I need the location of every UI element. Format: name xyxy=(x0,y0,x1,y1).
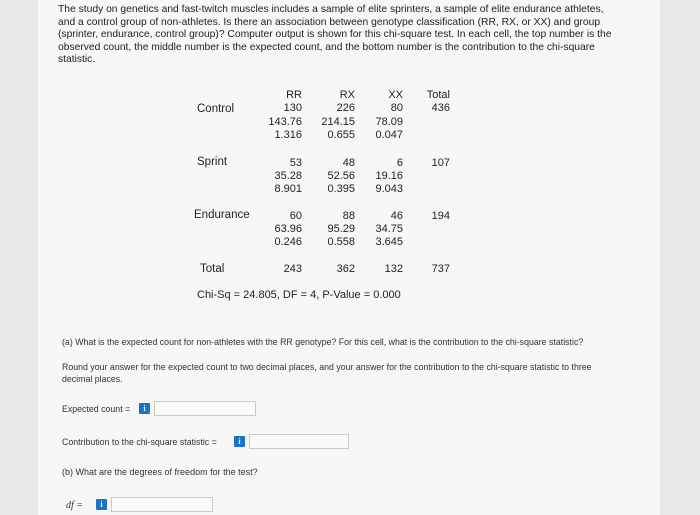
contribution-label: Contribution to the chi-square statistic = xyxy=(62,437,217,447)
control-total: 436 xyxy=(431,102,450,114)
expected-count-input[interactable] xyxy=(154,401,256,416)
sprint-rr-expected: 35.28 xyxy=(274,170,302,182)
endurance-xx-observed: 46 xyxy=(390,210,403,222)
row-label-total: Total xyxy=(200,263,225,275)
control-rr-observed: 130 xyxy=(283,102,302,114)
part-a-instruction: Round your answer for the expected count to two decimal places, and your answer for the contribution to the chi-square statistic to three decimal places. xyxy=(62,362,592,384)
header-total: Total xyxy=(426,89,450,101)
control-rx-expected: 214.15 xyxy=(321,116,355,128)
total-rx: 362 xyxy=(336,263,355,275)
expected-count-label: Expected count = xyxy=(62,404,131,414)
sprint-rx-contribution: 0.395 xyxy=(327,183,355,195)
df-label: df = xyxy=(66,500,84,511)
endurance-rr-contribution: 0.246 xyxy=(274,236,302,248)
row-label-control: Control xyxy=(197,103,235,115)
info-icon[interactable]: i xyxy=(234,436,245,447)
row-label-endurance: Endurance xyxy=(194,209,250,221)
control-rr-contribution: 1.316 xyxy=(274,129,302,141)
total-rr: 243 xyxy=(283,263,302,275)
endurance-rx-expected: 95.29 xyxy=(327,223,355,235)
control-xx-observed: 80 xyxy=(390,102,403,114)
total-xx: 132 xyxy=(384,263,403,275)
endurance-total: 194 xyxy=(431,210,450,222)
endurance-rr-observed: 60 xyxy=(289,210,302,222)
df-input[interactable] xyxy=(111,497,213,512)
endurance-rr-expected: 63.96 xyxy=(274,223,302,235)
control-xx-expected: 78.09 xyxy=(375,116,403,128)
sprint-rx-observed: 48 xyxy=(342,157,355,169)
info-icon[interactable]: i xyxy=(139,403,150,414)
sprint-xx-expected: 19.16 xyxy=(375,170,403,182)
endurance-xx-expected: 34.75 xyxy=(375,223,403,235)
sprint-total: 107 xyxy=(431,157,450,169)
sprint-rr-contribution: 8.901 xyxy=(274,183,302,195)
endurance-rx-contribution: 0.558 xyxy=(327,236,355,248)
part-b-question: (b) What are the degrees of freedom for the test? xyxy=(62,467,258,477)
sprint-xx-contribution: 9.043 xyxy=(375,183,403,195)
control-rr-expected: 143.76 xyxy=(268,116,302,128)
info-icon[interactable]: i xyxy=(96,499,107,510)
endurance-xx-contribution: 3.645 xyxy=(375,236,403,248)
question-intro: The study on genetics and fast-twitch muscles includes a sample of elite sprinters, a sample of elite endurance athletes, and a control group of non-athletes. Is there an association between genotype classification (RR, RX, or XX) and group (sprinter, endurance, control group)? Computer output is shown for this chi-square test. In each cell, the top number is the observed count, the middle number is the expected count, and the bottom number is the contribution to the chi-square statistic. xyxy=(58,4,612,66)
sprint-rx-expected: 52.56 xyxy=(327,170,355,182)
endurance-rx-observed: 88 xyxy=(342,210,355,222)
header-rx: RX xyxy=(339,89,355,101)
sprint-rr-observed: 53 xyxy=(289,157,302,169)
grand-total: 737 xyxy=(431,263,450,275)
chi-square-stat-line: Chi-Sq = 24.805, DF = 4, P-Value = 0.000 xyxy=(197,289,401,301)
control-rx-contribution: 0.655 xyxy=(327,129,355,141)
sprint-xx-observed: 6 xyxy=(396,157,403,169)
control-xx-contribution: 0.047 xyxy=(375,129,403,141)
part-a-question: (a) What is the expected count for non-athletes with the RR genotype? For this cell, what is the contribution to the chi-square statistic? xyxy=(62,337,584,347)
header-rr: RR xyxy=(286,89,302,101)
header-xx: XX xyxy=(388,89,403,101)
control-rx-observed: 226 xyxy=(336,102,355,114)
contribution-input[interactable] xyxy=(249,434,349,449)
row-label-sprint: Sprint xyxy=(197,156,228,168)
